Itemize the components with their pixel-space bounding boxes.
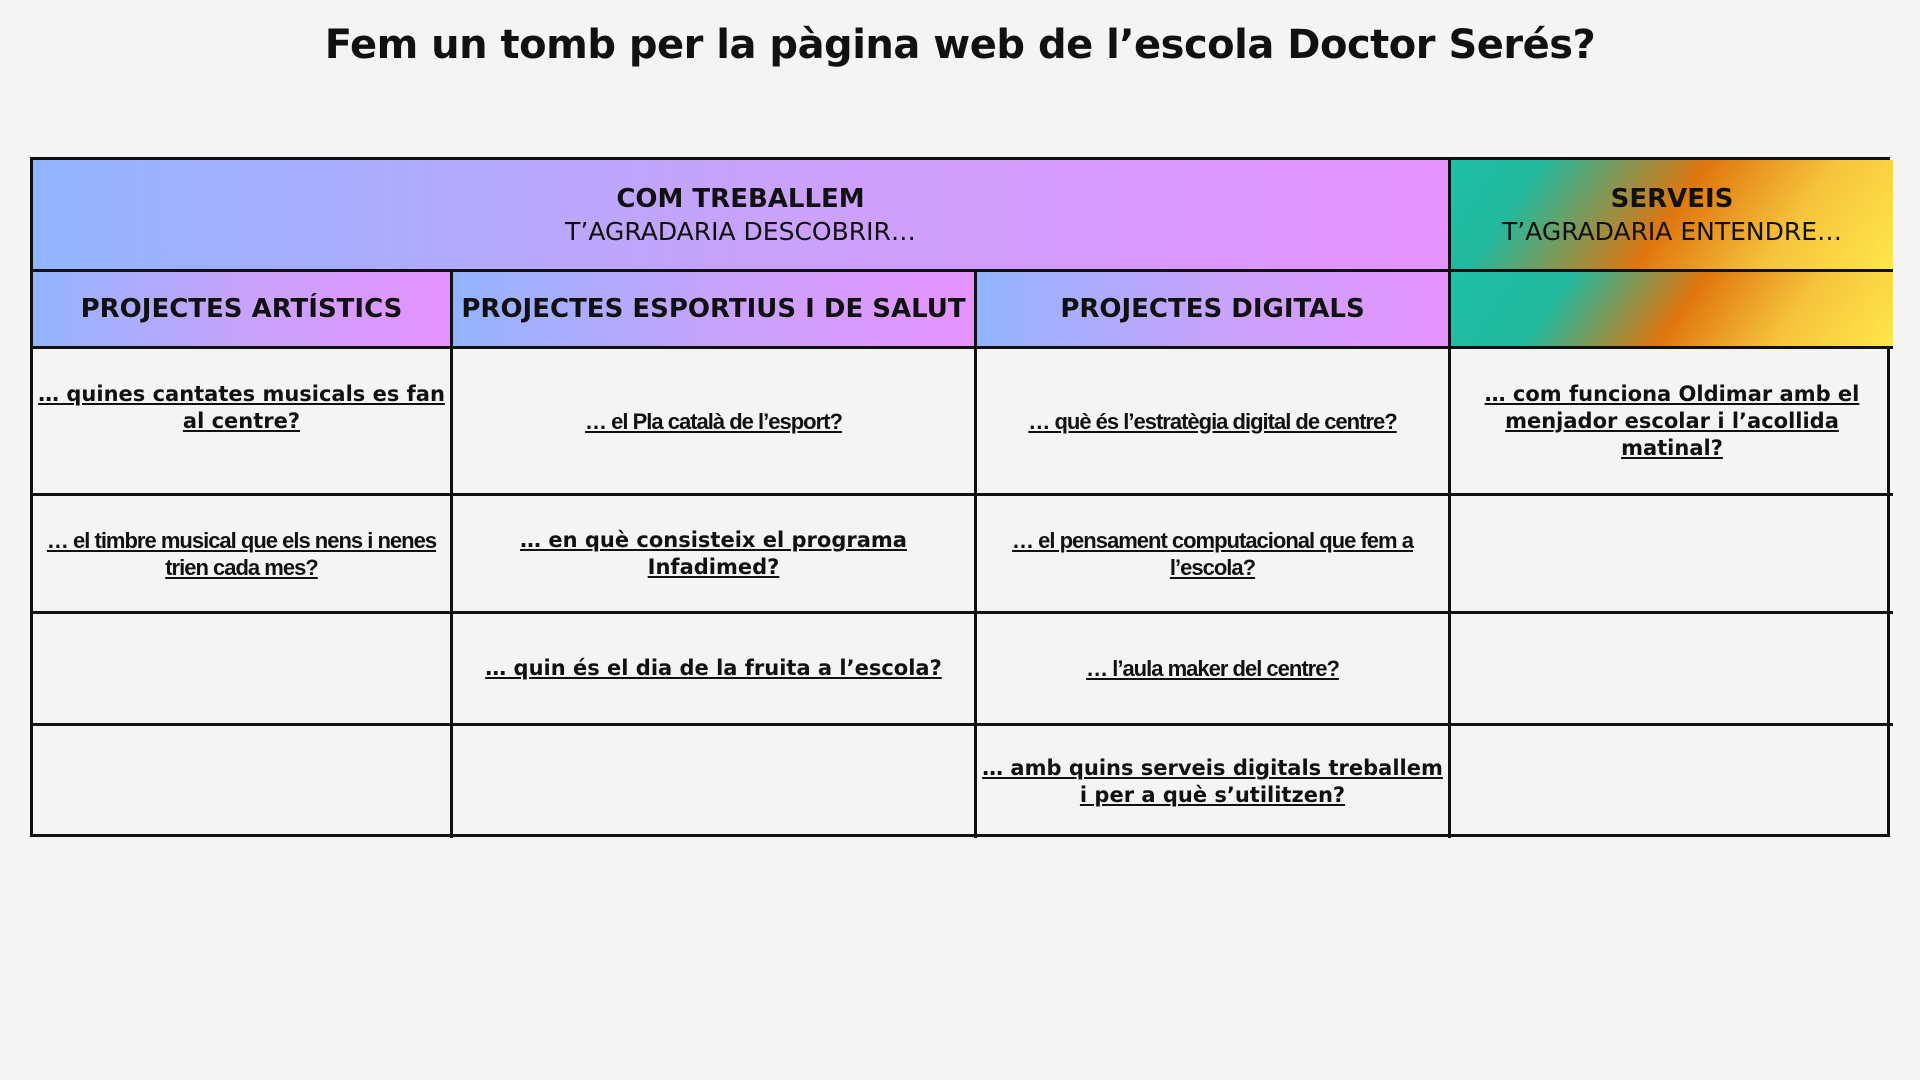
link-serveis-digitals[interactable]: … amb quins serveis digitals treballem i per a què s’utilitzen? xyxy=(982,756,1443,807)
table-cell-serveis-1 xyxy=(1451,349,1893,496)
link-dia-fruita[interactable]: … quin és el dia de la fruita a l’escola? xyxy=(485,656,942,680)
table-cell-serveis-4 xyxy=(1451,726,1893,838)
header-com-treballem-title: COM TREBALLEM xyxy=(616,183,865,214)
table-cell-artistics-2 xyxy=(33,496,453,614)
table-cell-digitals-1 xyxy=(977,349,1451,496)
link-aula-maker[interactable]: … l’aula maker del centre? xyxy=(1086,656,1339,681)
table-cell-artistics-3 xyxy=(33,614,453,726)
table-cell-digitals-3 xyxy=(977,614,1451,726)
table-cell-digitals-4 xyxy=(977,726,1451,838)
column-header-esportius: PROJECTES ESPORTIUS I DE SALUT xyxy=(453,272,977,349)
projects-table xyxy=(30,157,1890,837)
link-pla-catala-esport[interactable]: … el Pla català de l’esport? xyxy=(585,408,842,434)
table-cell-esportius-4 xyxy=(453,726,977,838)
header-com-treballem-subtitle: T’AGRADARIA DESCOBRIR… xyxy=(565,216,916,246)
table-cell-digitals-2 xyxy=(977,496,1451,614)
link-estrategia-digital[interactable]: … què és l’estratègia digital de centre? xyxy=(1028,408,1397,434)
link-pensament-computacional[interactable]: … el pensament computacional que fem a l’escola? xyxy=(1012,527,1413,580)
header-com-treballem xyxy=(33,160,1451,272)
table-cell-serveis-3 xyxy=(1451,614,1893,726)
link-oldimar-menjador[interactable]: … com funciona Oldimar amb el menjador escolar i l’acollida matinal? xyxy=(1484,381,1860,460)
table-cell-esportius-3 xyxy=(453,614,977,726)
table-cell-serveis-2 xyxy=(1451,496,1893,614)
table-cell-esportius-1 xyxy=(453,349,977,496)
column-header-artistics: PROJECTES ARTÍSTICS xyxy=(33,272,453,349)
page-title: Fem un tomb per la pàgina web de l’escola Doctor Serés? xyxy=(324,22,1596,68)
header-serveis-title: SERVEIS xyxy=(1610,183,1734,214)
header-serveis-subtitle: T’AGRADARIA ENTENDRE… xyxy=(1501,216,1843,246)
column-header-serveis xyxy=(1451,272,1893,349)
link-programa-infadimed[interactable]: … en què consisteix el programa Infadimed? xyxy=(520,527,907,579)
table-cell-esportius-2 xyxy=(453,496,977,614)
header-serveis xyxy=(1451,160,1893,272)
link-cantates-musicals[interactable]: … quines cantates musicals es fan al centre? xyxy=(38,382,445,433)
table-cell-artistics-1 xyxy=(33,349,453,496)
link-timbre-musical[interactable]: … el timbre musical que els nens i nenes trien cada mes? xyxy=(46,527,437,580)
table-cell-artistics-4 xyxy=(33,726,453,838)
column-header-digitals: PROJECTES DIGITALS xyxy=(977,272,1451,349)
